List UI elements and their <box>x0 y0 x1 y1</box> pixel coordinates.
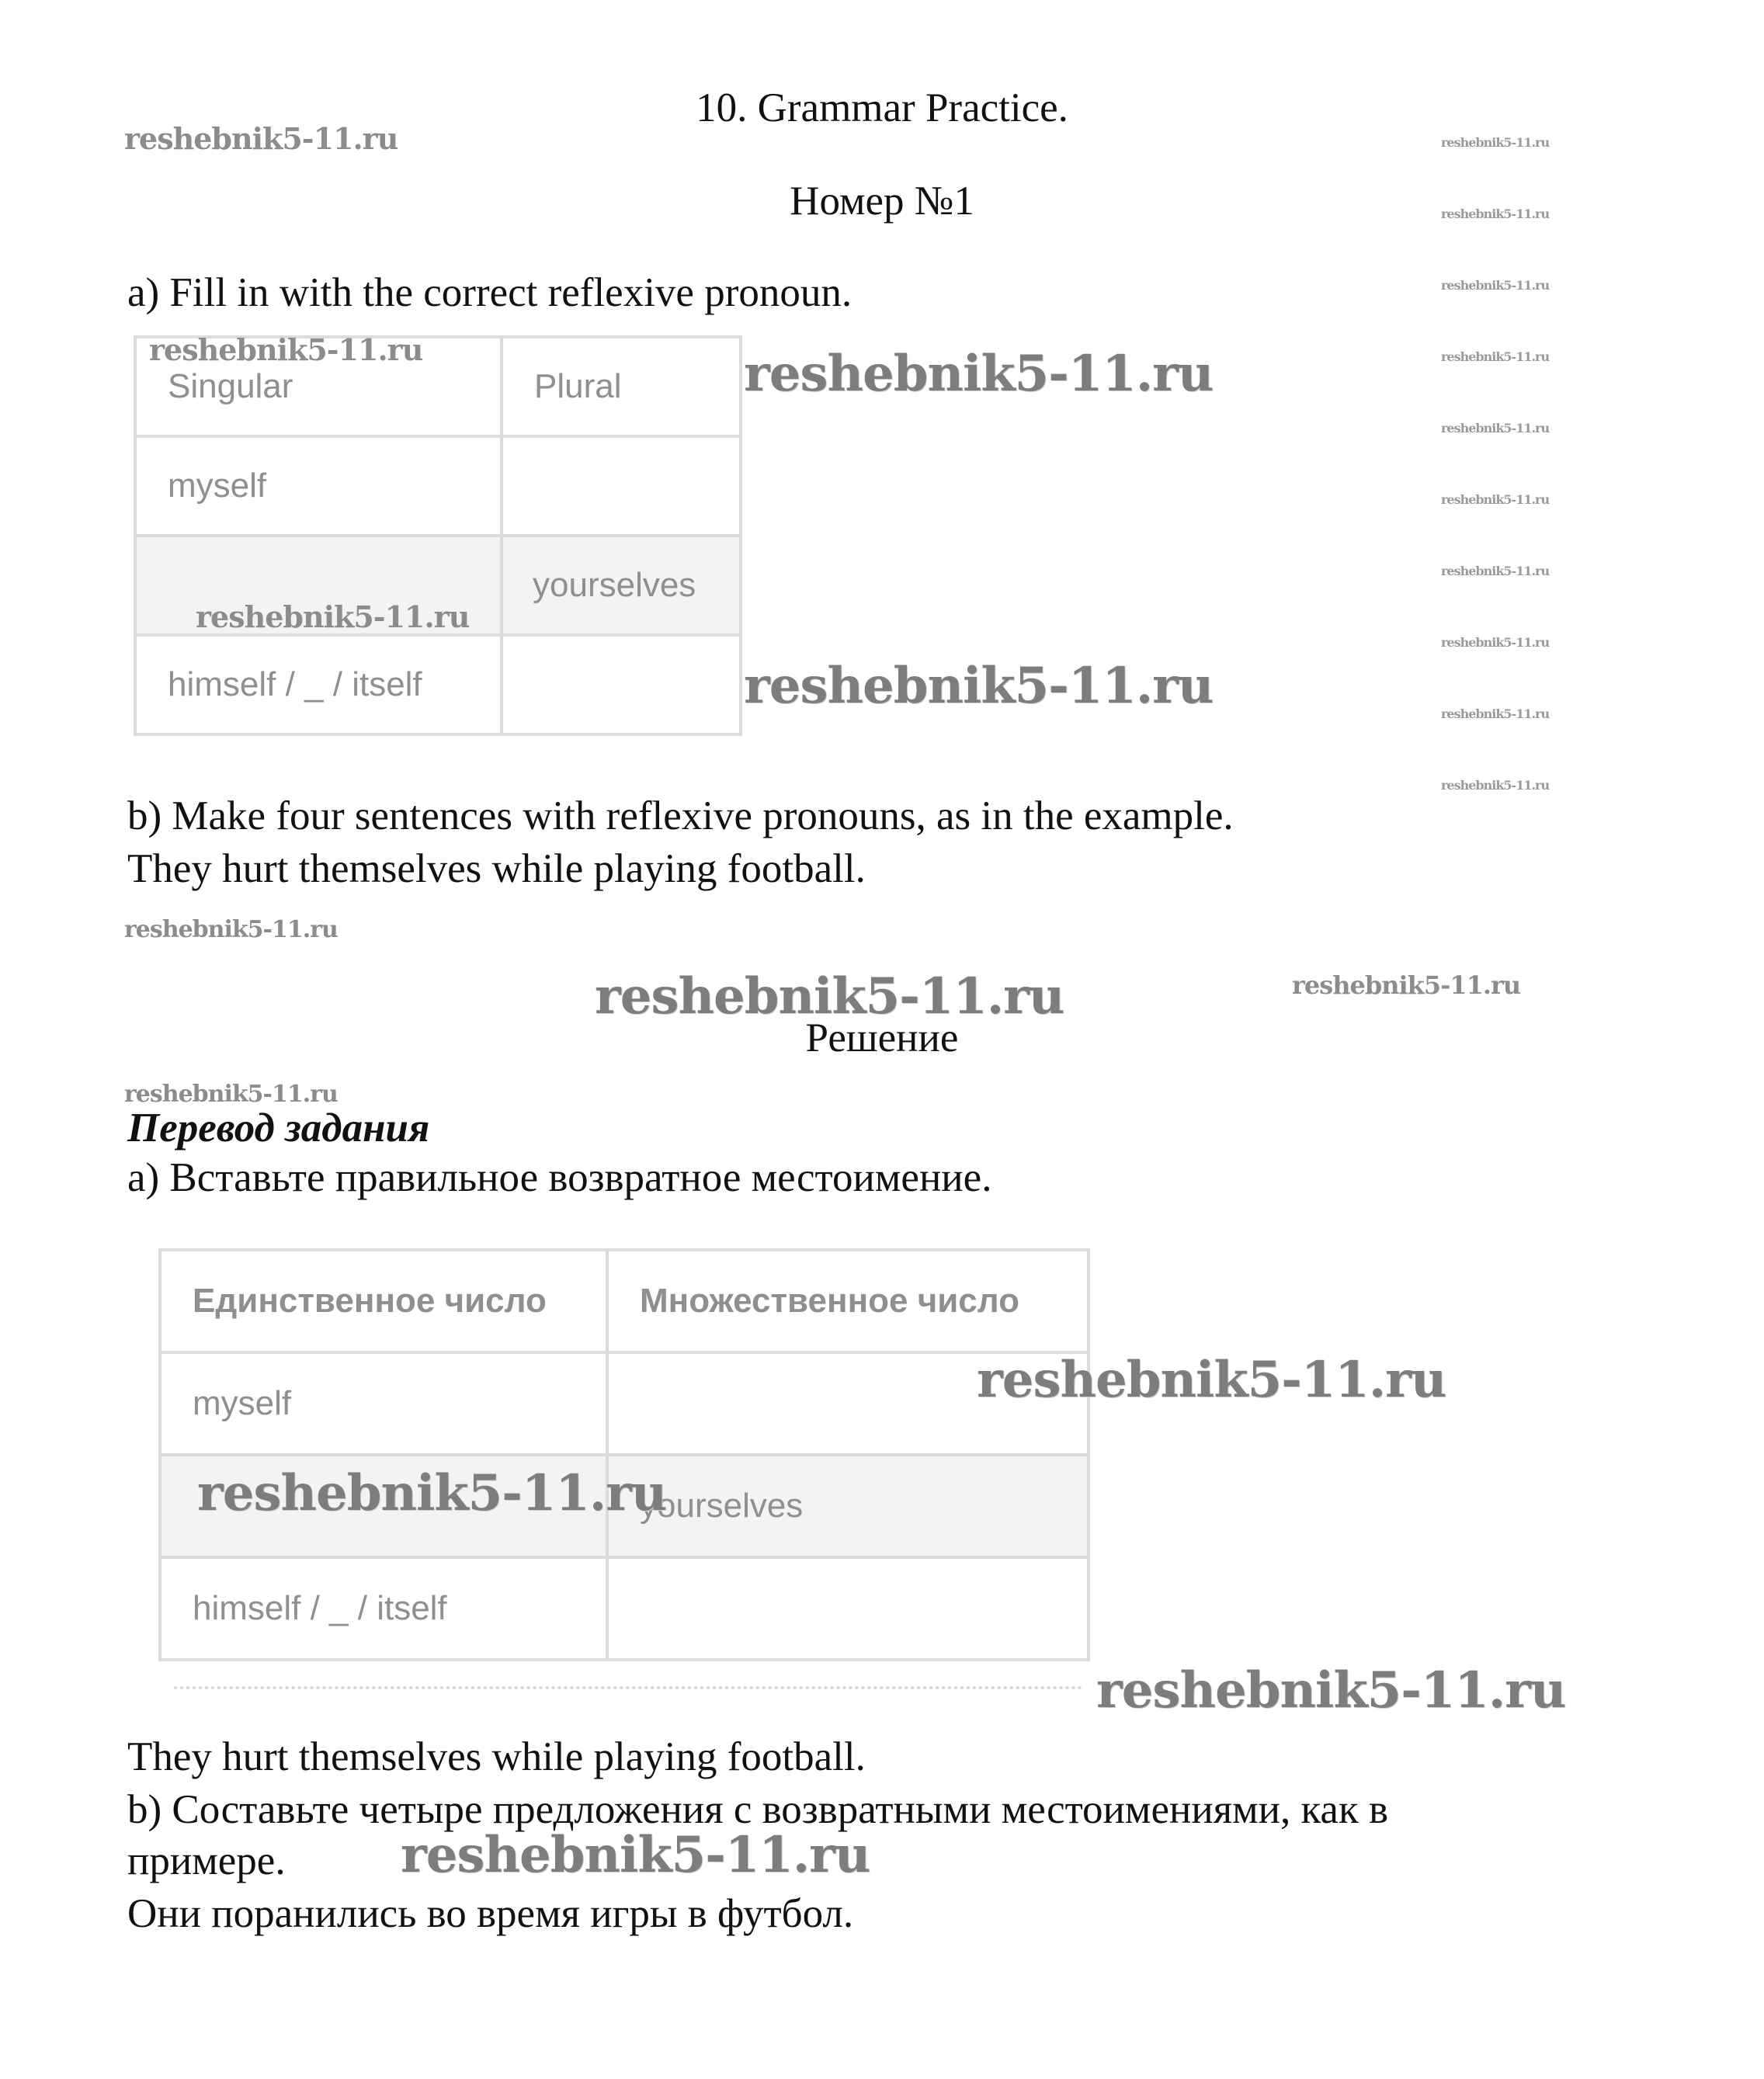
table-cell: yourselves <box>607 1455 1089 1557</box>
task-number: Номер №1 <box>790 179 974 224</box>
translation-task-b-line1: b) Составьте четыре предложения с возвратными местоимениями, как в <box>127 1787 1388 1832</box>
watermark: reshebnik5-11.ru <box>1441 349 1550 364</box>
example-sentence-2: They hurt themselves while playing football. <box>127 1734 866 1779</box>
table-cell: myself <box>135 436 502 536</box>
watermark: reshebnik5-11.ru <box>744 345 1214 403</box>
watermark: reshebnik5-11.ru <box>1441 778 1550 793</box>
table-row <box>135 436 741 536</box>
example-sentence: They hurt themselves while playing football. <box>127 846 866 891</box>
task-b-instruction: b) Make four sentences with reflexive pronouns, as in the example. <box>127 793 1234 838</box>
table-header-row <box>160 1250 1089 1352</box>
watermark: reshebnik5-11.ru <box>1441 135 1550 150</box>
watermark: reshebnik5-11.ru <box>1441 706 1550 721</box>
table-row <box>135 635 741 734</box>
table-cell: himself / _ / itself <box>135 635 502 734</box>
table-cell <box>502 436 741 536</box>
translation-example: Они поранились во время игры в футбол. <box>127 1891 854 1936</box>
watermark: reshebnik5-11.ru <box>1292 970 1521 1000</box>
watermark: reshebnik5-11.ru <box>1096 1661 1566 1720</box>
translation-task-b-line2: примере. <box>127 1838 286 1883</box>
watermark: reshebnik5-11.ru <box>196 599 470 634</box>
watermark: reshebnik5-11.ru <box>197 1464 667 1522</box>
watermark: reshebnik5-11.ru <box>1441 207 1550 221</box>
translation-task-a: a) Вставьте правильное возвратное местоимение. <box>127 1155 992 1200</box>
watermark: reshebnik5-11.ru <box>1441 492 1550 507</box>
table-header-cell: Множественное число <box>607 1250 1089 1352</box>
watermark: reshebnik5-11.ru <box>1441 421 1550 436</box>
pronoun-table-translated <box>158 1248 1090 1661</box>
watermark: reshebnik5-11.ru <box>595 967 1064 1026</box>
translation-heading: Перевод задания <box>127 1105 430 1151</box>
watermark: reshebnik5-11.ru <box>124 121 398 156</box>
table-header-cell: Plural <box>502 337 741 436</box>
watermark: reshebnik5-11.ru <box>401 1826 870 1884</box>
table-row <box>160 1352 1089 1455</box>
table-header-cell: Единственное число <box>160 1250 607 1352</box>
table-header-cell: Singular <box>135 337 502 436</box>
table-cell: yourselves <box>502 536 741 635</box>
watermark: reshebnik5-11.ru <box>124 916 338 943</box>
watermark: reshebnik5-11.ru <box>744 657 1214 715</box>
watermark: reshebnik5-11.ru <box>124 1081 338 1108</box>
watermark: reshebnik5-11.ru <box>1441 564 1550 578</box>
table-row <box>160 1557 1089 1660</box>
table-cell: himself / _ / itself <box>160 1557 607 1660</box>
solution-heading: Решение <box>805 1015 959 1060</box>
table-cell: myself <box>160 1352 607 1455</box>
page-title: 10. Grammar Practice. <box>696 85 1068 130</box>
watermark: reshebnik5-11.ru <box>1441 635 1550 650</box>
task-a-instruction: a) Fill in with the correct reflexive pronoun. <box>127 270 852 315</box>
pronoun-table <box>134 335 742 736</box>
watermark: reshebnik5-11.ru <box>1441 278 1550 293</box>
watermark: reshebnik5-11.ru <box>977 1351 1446 1409</box>
watermark: reshebnik5-11.ru <box>149 332 423 367</box>
table-cell <box>502 635 741 734</box>
table-cell <box>607 1557 1089 1660</box>
dotted-divider <box>174 1686 1082 1692</box>
